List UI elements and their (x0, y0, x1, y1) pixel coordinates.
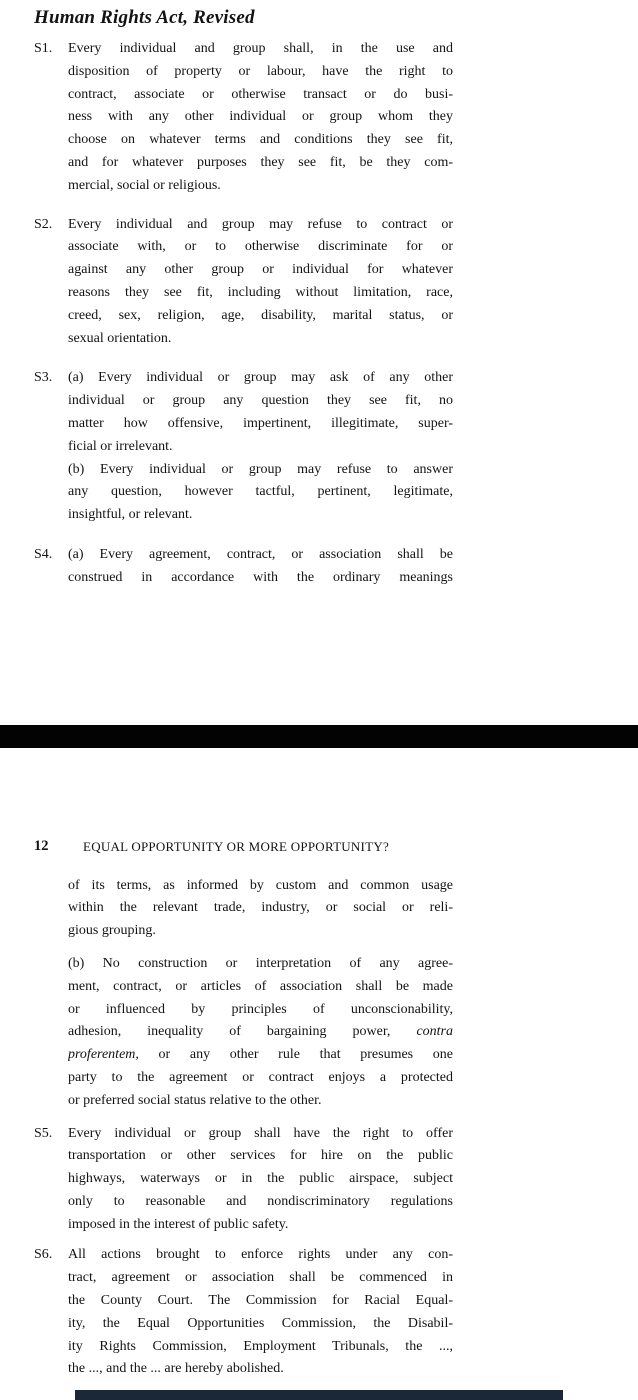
text-line (68, 236, 453, 259)
section-number: S2. (34, 216, 53, 232)
text-line (68, 544, 453, 567)
text-line (68, 1313, 453, 1336)
text-line (68, 129, 453, 152)
text-line (68, 1336, 453, 1359)
text-segment: construed in accordance with the ordinary meanings (68, 569, 453, 585)
lower-page-region (0, 837, 638, 1382)
text-line (68, 920, 453, 943)
text-segment: or influenced by principles of unconscionability, (68, 1001, 453, 1017)
text-segment: of its terms, as informed by custom and common usage (68, 877, 453, 893)
section-number: S3. (34, 370, 53, 386)
text-line (68, 305, 453, 328)
text-line (68, 413, 453, 436)
text-segment: or any other rule that presumes one (138, 1047, 453, 1063)
text-segment: ity Rights Commission, Employment Tribunals, the ..., (68, 1338, 453, 1354)
text-line (68, 436, 453, 459)
section-number: S1. (34, 41, 53, 56)
text-line (68, 1044, 453, 1067)
text-segment: individual or group any question they see fit, no (68, 393, 453, 409)
section-s6 (34, 1244, 453, 1381)
text-line (68, 481, 453, 504)
text-line (68, 875, 453, 898)
text-line (68, 152, 453, 175)
text-segment: highways, waterways or in the public airspace, subject (68, 1171, 453, 1187)
text-segment: creed, sex, religion, age, disability, marital status, or (68, 307, 453, 323)
text-line (68, 1267, 453, 1290)
text-segment: insightful, or relevant. (68, 507, 193, 523)
running-title: EQUAL OPPORTUNITY OR MORE OPPORTUNITY? (83, 838, 389, 854)
text-line (68, 84, 453, 107)
text-segment: and for whatever purposes they see fit, be they com- (68, 154, 453, 170)
text-line (68, 1168, 453, 1191)
text-segment: (b) Every individual or group may refuse to answer (68, 461, 453, 477)
text-line (68, 504, 453, 527)
text-segment: the County Court. The Commission for Racial Equal- (68, 1293, 453, 1309)
text-segment: imposed in the interest of public safety. (68, 1216, 289, 1232)
text-line (68, 1290, 453, 1313)
page-break-bar (0, 725, 638, 748)
text-segment: (a) Every individual or group may ask of any other (68, 370, 453, 386)
act-title: Human Rights Act, Revised (34, 7, 255, 28)
text-segment: contract, associate or otherwise transact or do busi- (68, 86, 453, 102)
text-line (68, 328, 453, 351)
section-s4b (34, 953, 453, 1113)
page-header (0, 837, 638, 855)
text-segment: choose on whatever terms and conditions they see fit, (68, 132, 453, 148)
text-line (68, 1021, 453, 1044)
upper-page-sections (0, 38, 638, 590)
italic-text: proferentem, (68, 1047, 139, 1063)
text-line (68, 61, 453, 84)
text-segment: Every individual and group shall, in the use and (68, 41, 453, 56)
text-segment: associate with, or to otherwise discriminate for or (68, 239, 453, 255)
upper-page-region (0, 6, 638, 590)
text-line (68, 999, 453, 1022)
text-line (68, 1090, 453, 1113)
text-line (68, 953, 453, 976)
text-line (68, 1214, 453, 1237)
section-s1 (34, 38, 453, 198)
text-line (68, 106, 453, 129)
text-segment: reasons they see fit, including without limitation, race, (68, 284, 453, 300)
text-segment: Every individual or group shall have the right to offer (68, 1125, 453, 1141)
text-line (68, 459, 453, 482)
text-line (68, 1191, 453, 1214)
bottom-edge-bar (75, 1390, 563, 1400)
text-segment: transportation or other services for hire on the public (68, 1148, 453, 1164)
text-line (68, 259, 453, 282)
section-s4 (34, 544, 453, 590)
italic-text: contra (416, 1024, 453, 1040)
text-segment: (b) No construction or interpretation of any agree- (68, 955, 453, 971)
text-line (68, 38, 453, 61)
text-segment: ness with any other individual or group whom they (68, 109, 453, 125)
text-segment: party to the agreement or contract enjoys a protected (68, 1069, 453, 1085)
text-line (68, 282, 453, 305)
section-s3 (34, 367, 453, 527)
section-s5 (34, 1123, 453, 1237)
lower-page-sections (0, 875, 638, 1382)
section-number: S5. (34, 1125, 53, 1141)
section-s2 (34, 214, 453, 351)
section-number: S6. (34, 1247, 53, 1263)
text-segment: (a) Every agreement, contract, or association shall be (68, 546, 453, 562)
text-line (68, 214, 453, 237)
text-segment: All actions brought to enforce rights under any con- (68, 1247, 453, 1263)
text-line (68, 367, 453, 390)
text-segment: adhesion, inequality of bargaining power, (68, 1024, 417, 1040)
text-segment: the ..., and the ... are hereby abolished. (68, 1361, 284, 1377)
text-segment: matter how offensive, impertinent, illegitimate, super- (68, 415, 453, 431)
text-segment: tract, agreement or association shall be commenced in (68, 1270, 453, 1286)
continuation-paragraph (34, 875, 453, 943)
text-line (68, 1358, 453, 1381)
text-segment: only to reasonable and nondiscriminatory regulations (68, 1193, 453, 1209)
text-segment: gious grouping. (68, 923, 156, 939)
text-segment: any question, however tactful, pertinent, legitimate, (68, 484, 453, 500)
text-line (68, 1123, 453, 1146)
text-line (68, 175, 453, 198)
text-segment: ment, contract, or articles of association shall be made (68, 978, 453, 994)
page-number: 12 (34, 837, 49, 854)
text-segment: ity, the Equal Opportunities Commission, the Disabil- (68, 1315, 453, 1331)
text-segment: disposition of property or labour, have the right to (68, 63, 453, 79)
text-segment: or preferred social status relative to the other. (68, 1092, 322, 1108)
text-segment: mercial, social or religious. (68, 177, 221, 193)
text-segment: against any other group or individual for whatever (68, 262, 453, 278)
text-line (68, 390, 453, 413)
text-line (68, 976, 453, 999)
text-line (68, 897, 453, 920)
section-number: S4. (34, 546, 53, 562)
text-line (68, 567, 453, 590)
text-line (68, 1145, 453, 1168)
text-segment: ficial or irrelevant. (68, 438, 173, 454)
text-segment: Every individual and group may refuse to contract or (68, 216, 453, 232)
text-line (68, 1244, 453, 1267)
text-segment: sexual orientation. (68, 330, 172, 346)
text-line (68, 1067, 453, 1090)
text-segment: within the relevant trade, industry, or social or reli- (68, 900, 453, 916)
